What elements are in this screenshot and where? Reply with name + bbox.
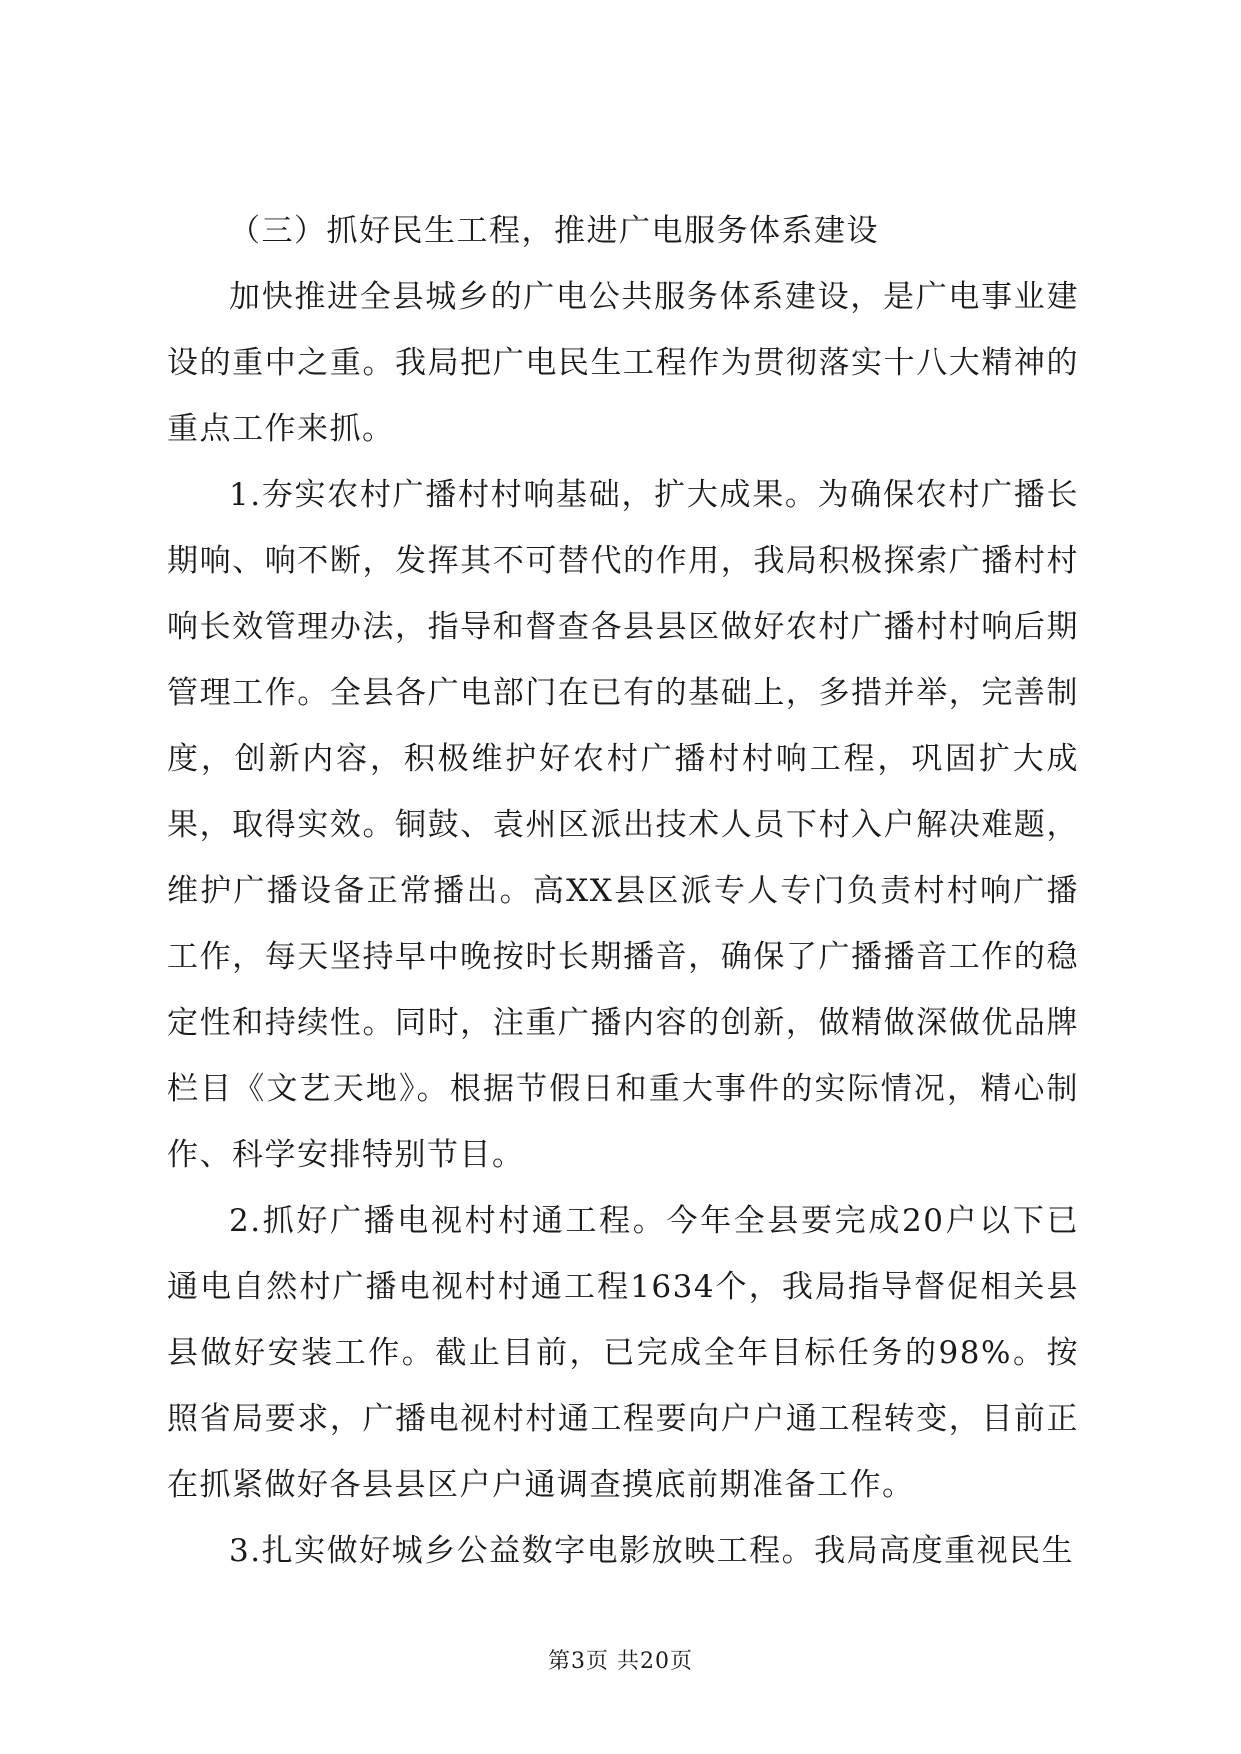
paragraph-item-3: 3.扎实做好城乡公益数字电影放映工程。我局高度重视民生 bbox=[229, 1533, 1075, 1569]
paragraph-item-2: 2.抓好广播电视村村通工程。今年全县要完成20户以下已通电自然村广播电视村村通工程1634个，我局指导督促相关县县做好安装工作。截止目前，已完成全年目标任务的98%。按照省局要求，广播电视村村通工程要向户户通工程转变，目前正在抓紧做好各县县区户户通调查摸底前期准备工作。 bbox=[167, 1203, 1079, 1503]
paragraph-item-1: 1.夯实农村广播村村响基础，扩大成果。为确保农村广播长期响、响不断，发挥其不可替代的作用，我局积极探索广播村村响长效管理办法，指导和督查各县县区做好农村广播村村响后期管理工作。全县各广电部门在已有的基础上，多措并举，完善制度，创新内容，积极维护好农村广播村村响工程，巩固扩大成果，取得实效。铜鼓、袁州区派出技术人员下村入户解决难题，维护广播设备正常播出。高XX县区派专人专门负责村村响广播工作，每天坚持早中晚按时长期播音，确保了广播播音工作的稳定性和持续性。同时，注重广播内容的创新，做精做深做优品牌栏目《文艺天地》。根据节假日和重大事件的实际情况，精心制作、科学安排特别节目。 bbox=[167, 477, 1079, 1173]
page-body bbox=[167, 198, 1079, 1584]
paragraph-intro: 加快推进全县城乡的广电公共服务体系建设，是广电事业建设的重中之重。我局把广电民生工程作为贯彻落实十八大精神的重点工作来抓。 bbox=[167, 279, 1079, 447]
section-heading: （三）抓好民生工程，推进广电服务体系建设 bbox=[229, 213, 879, 249]
page-number-footer: 第3页 共20页 bbox=[548, 1649, 693, 1674]
